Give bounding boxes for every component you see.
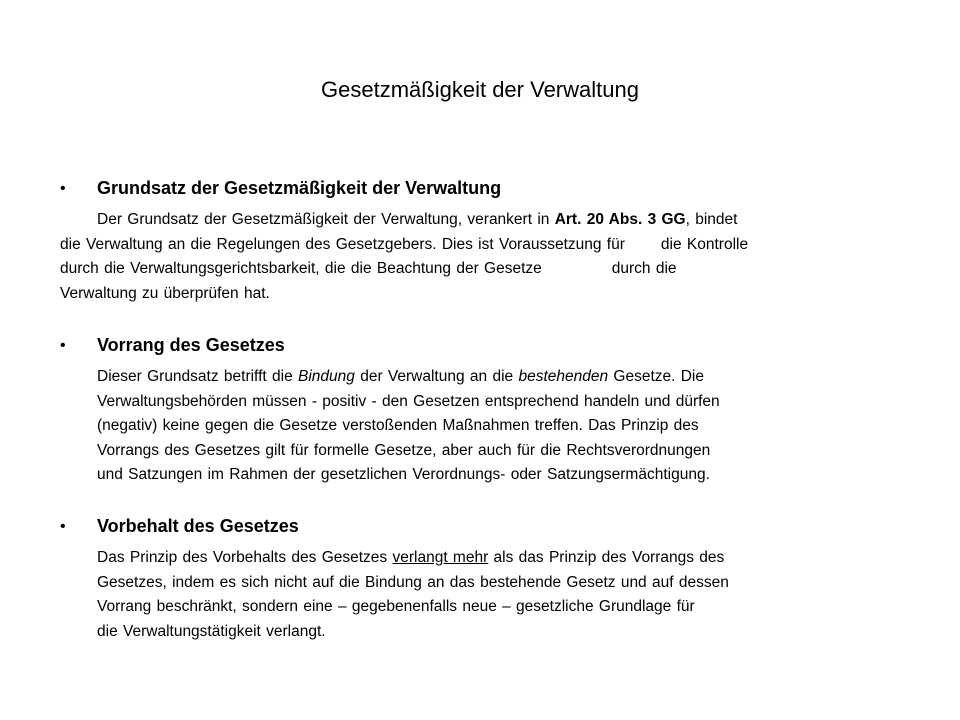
underlined-text: verlangt mehr — [392, 549, 489, 566]
paragraph-line — [60, 233, 748, 258]
section-paragraph-grundsatz — [60, 208, 748, 306]
paragraph-line: (negativ) keine gegen die Gesetze verstoßenden Maßnahmen treffen. Das Prinzip des — [97, 417, 699, 434]
text-span: Verwaltung zu überprüfen hat. — [60, 284, 270, 302]
text-span: Der Grundsatz der Gesetzmäßigkeit der Verwaltung, verankert in — [97, 211, 555, 228]
text-span: durch die Verwaltungsgerichtsbarkeit, die die Beachtung der Gesetze — [60, 260, 542, 277]
section-heading-grundsatz: Grundsatz der Gesetzmäßigkeit der Verwaltung — [97, 178, 502, 198]
paragraph-line: und Satzungen im Rahmen der gesetzlichen Verordnungs- oder Satzungsermächtigung. — [97, 466, 710, 483]
text-span: Dieser Grundsatz betrifft die — [97, 368, 298, 385]
slide-title: Gesetzmäßigkeit der Verwaltung — [321, 77, 639, 102]
text-span: , bindet — [685, 211, 738, 228]
section-heading-vorbehalt: Vorbehalt des Gesetzes — [97, 516, 299, 536]
text-span: die Verwaltung an die Regelungen des Gesetzgebers. Dies ist Voraussetzung für — [60, 235, 625, 253]
citation-text: Art. 20 Abs. 3 GG — [554, 211, 686, 228]
paragraph-line: Vorrangs des Gesetzes gilt für formelle Gesetze, aber auch für die Rechtsverordnungen — [97, 441, 711, 459]
text-span: Das Prinzip des Vorbehalts des Gesetzes — [97, 549, 393, 566]
text-span: als das Prinzip des Vorrangs des — [488, 549, 725, 566]
paragraph-line — [60, 282, 748, 307]
text-span: der Verwaltung an die — [354, 368, 519, 385]
paragraph-line: Verwaltungsbehörden müssen - positiv - den Gesetzen entsprechend handeln und dürfen — [97, 392, 720, 410]
paragraph-line: Gesetzes, indem es sich nicht auf die Bindung an das bestehende Gesetz und auf dessen — [97, 573, 729, 591]
paragraph-line — [97, 365, 720, 390]
bullet-1: • — [60, 180, 66, 197]
paragraph-line: Vorrang beschränkt, sondern eine – gegebenenfalls neue – gesetzliche Grundlage für — [97, 598, 695, 615]
section-paragraph-vorbehalt — [97, 546, 729, 644]
text-span: Gesetze. Die — [608, 368, 704, 385]
text-span: die Kontrolle — [660, 235, 749, 253]
bullet-3: • — [60, 518, 66, 535]
paragraph-line: die Verwaltungstätigkeit verlangt. — [97, 622, 326, 640]
section-heading-vorrang: Vorrang des Gesetzes — [97, 335, 285, 355]
paragraph-line — [97, 546, 729, 571]
section-paragraph-vorrang — [97, 365, 720, 488]
emphasis-text: bestehenden — [518, 368, 609, 385]
text-span: durch die — [611, 260, 677, 277]
bullet-2: • — [60, 337, 66, 354]
emphasis-text: Bindung — [298, 368, 355, 385]
paragraph-line — [60, 208, 748, 233]
paragraph-line — [60, 257, 748, 282]
